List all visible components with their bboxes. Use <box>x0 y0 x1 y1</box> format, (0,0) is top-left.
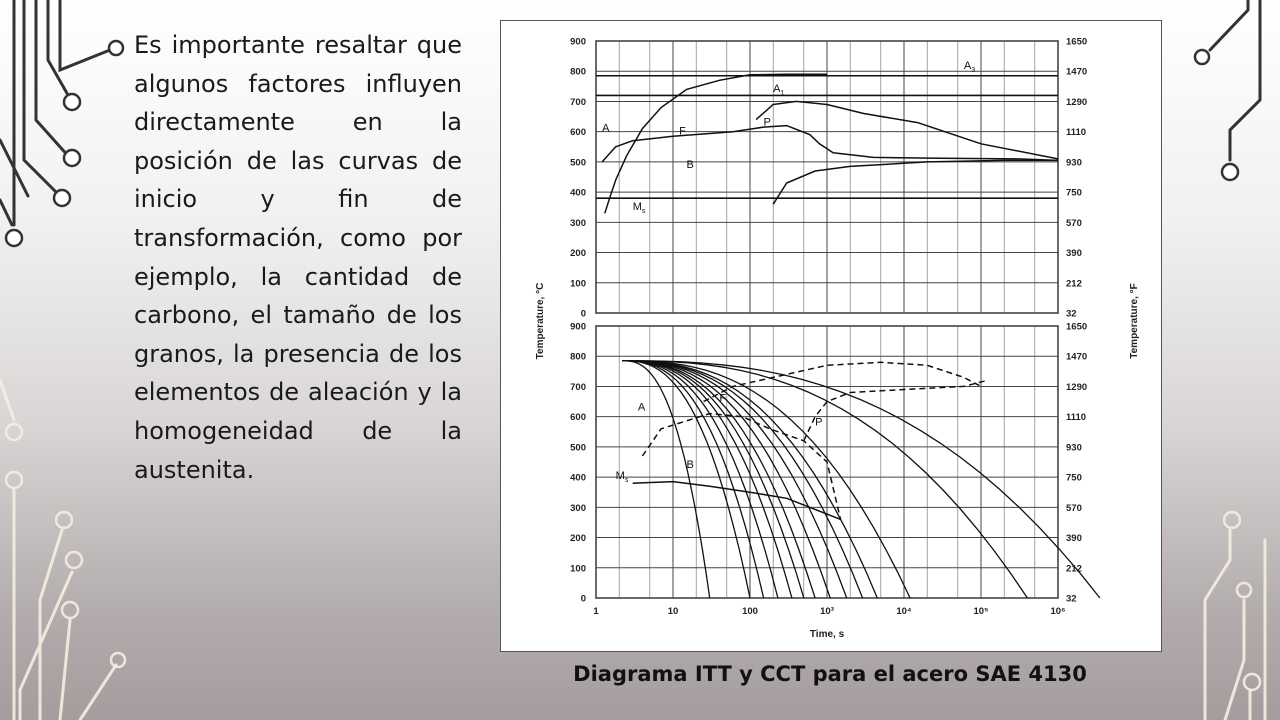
y-tick-label: 200 <box>570 533 586 545</box>
y-tick-label-right: 1650 <box>1066 36 1088 48</box>
y-tick-label-right: 1650 <box>1066 321 1088 333</box>
x-tick-label: 10³ <box>820 606 834 617</box>
y-tick-label-right: 390 <box>1066 533 1082 545</box>
y-tick-label-right: 1470 <box>1066 66 1088 78</box>
x-tick-label: 10⁶ <box>1050 606 1066 617</box>
x-tick-label: 1 <box>593 606 599 617</box>
transformation-line-solid <box>633 482 841 520</box>
x-tick-label: 10⁵ <box>973 606 989 617</box>
y-tick-label: 900 <box>570 36 586 48</box>
reference-label-ms: $M_s$ <box>632 201 646 216</box>
y-tick-label: 500 <box>570 157 586 169</box>
y-tick-label-right: 750 <box>1066 187 1082 199</box>
region-label-a: A <box>637 401 646 414</box>
y-tick-label: 800 <box>570 351 586 363</box>
cooling-curve <box>622 361 846 598</box>
region-label-p: P <box>815 416 823 429</box>
y-tick-label: 200 <box>570 248 586 260</box>
y-tick-label-right: 1110 <box>1066 127 1087 139</box>
itt-cct-chart <box>501 21 1161 651</box>
y-tick-label: 100 <box>570 278 586 290</box>
y-tick-label: 400 <box>570 472 586 484</box>
y-tick-label-right: 1290 <box>1066 381 1088 393</box>
body-paragraph: Es importante resaltar que algunos factores influyen directamente en la posición de las curvas de inicio y fin de transformación, como por ejemplo, la cantidad de carbono, el tamaño de los granos, la presencia de los elementos de aleación y la homogeneidad de la austenita. <box>134 31 462 484</box>
y-tick-label: 900 <box>570 321 586 333</box>
cooling-curve <box>622 361 830 598</box>
y-tick-label-right: 32 <box>1066 593 1077 605</box>
x-axis-label: Time, s <box>809 629 845 640</box>
y-tick-label-right: 212 <box>1066 563 1082 575</box>
y-axis-label-right: Temperature, °F <box>1129 283 1140 359</box>
y-axis-label: Temperature, °C <box>535 282 546 360</box>
y-tick-label: 0 <box>580 308 586 320</box>
x-tick-label: 10 <box>667 606 679 617</box>
region-label-b: B <box>686 459 694 472</box>
y-tick-label: 800 <box>570 66 586 78</box>
y-tick-label: 300 <box>570 502 586 514</box>
y-tick-label-right: 390 <box>1066 248 1082 260</box>
transformation-line-dashed <box>804 380 987 440</box>
reference-label-a1: $A_1$ <box>773 82 785 97</box>
y-tick-label-right: 930 <box>1066 157 1082 169</box>
y-tick-label-right: 750 <box>1066 472 1082 484</box>
y-tick-label: 600 <box>570 127 586 139</box>
y-tick-label-right: 570 <box>1066 502 1082 514</box>
y-tick-label: 600 <box>570 412 586 424</box>
y-tick-label-right: 930 <box>1066 442 1082 454</box>
x-tick-label: 10⁴ <box>896 606 912 617</box>
cooling-curve <box>622 361 792 598</box>
region-label-a: A <box>602 122 610 135</box>
reference-label-a3: $A_3$ <box>963 60 976 75</box>
y-tick-label: 0 <box>580 593 586 605</box>
y-tick-label-right: 570 <box>1066 217 1082 229</box>
y-tick-label: 400 <box>570 187 586 199</box>
figure-caption: Diagrama ITT y CCT para el acero SAE 4130 <box>573 662 1087 686</box>
x-tick-label: 100 <box>742 606 758 617</box>
transformation-curve <box>602 126 1058 162</box>
y-tick-label: 500 <box>570 442 586 454</box>
region-label-b: B <box>686 158 694 171</box>
transformation-curve <box>756 101 1058 158</box>
y-tick-label-right: 32 <box>1066 308 1077 320</box>
region-label-p: P <box>763 116 771 129</box>
y-tick-label-right: 1110 <box>1066 412 1087 424</box>
cooling-curve <box>622 361 910 598</box>
itt-cct-figure <box>500 20 1162 652</box>
region-label-ms: $M_s$ <box>615 470 629 485</box>
region-label-f: F <box>719 392 727 405</box>
y-tick-label-right: 212 <box>1066 278 1082 290</box>
y-tick-label-right: 1470 <box>1066 351 1088 363</box>
y-tick-label: 700 <box>570 96 586 108</box>
y-tick-label-right: 1290 <box>1066 96 1088 108</box>
y-tick-label: 100 <box>570 563 586 575</box>
y-tick-label: 300 <box>570 217 586 229</box>
region-label-f: F <box>679 125 686 138</box>
y-tick-label: 700 <box>570 381 586 393</box>
